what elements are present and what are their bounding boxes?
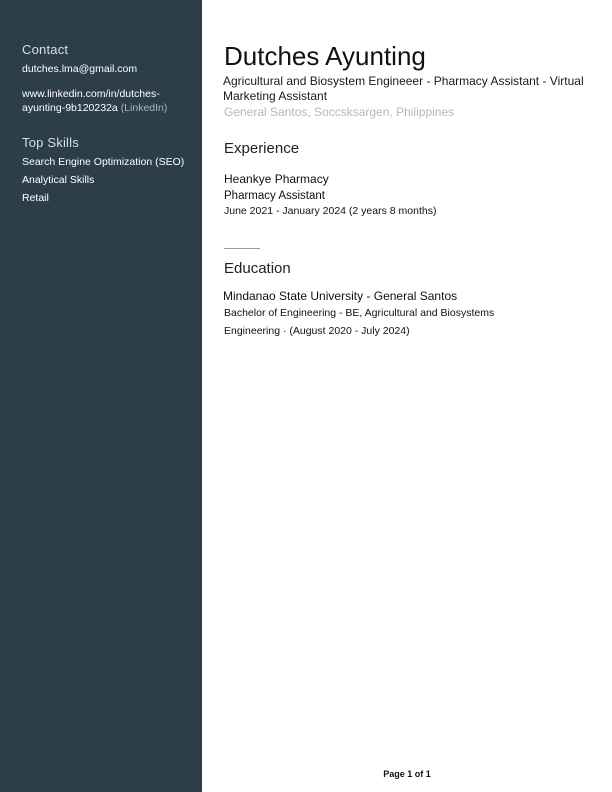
main-content [202, 0, 612, 792]
education-degree-line2: Engineering · (August 2020 - July 2024) [224, 325, 410, 337]
skill-item: Analytical Skills [22, 174, 95, 186]
email-link[interactable]: dutches.lma@gmail.com [22, 63, 138, 75]
profile-headline: Agricultural and Biosystem Engineeer - Pharmacy Assistant - Virtual Marketing Assistant [223, 74, 584, 103]
linkedin-url-line1: www.linkedin.com/in/dutches- [22, 88, 160, 100]
linkedin-link[interactable] [22, 88, 197, 115]
section-divider [224, 248, 260, 249]
page-total: 1 [425, 769, 431, 779]
sidebar [0, 0, 202, 792]
page-label-prefix: Page [383, 769, 408, 779]
profile-location: General Santos, Soccsksargen, Philippines [224, 105, 455, 119]
profile-name: Dutches Ayunting [224, 41, 426, 71]
experience-heading: Experience [224, 140, 300, 157]
skill-item: Search Engine Optimization (SEO) [22, 156, 185, 168]
linkedin-url-line2: ayunting-9b120232a [22, 101, 118, 114]
page-current: 1 [407, 769, 413, 779]
page-of: of [412, 769, 426, 779]
education-heading: Education [224, 260, 291, 277]
education-degree-line1: Bachelor of Engineering - BE, Agricultural and Biosystems [224, 307, 495, 319]
experience-dates: June 2021 - January 2024 (2 years 8 months) [224, 205, 437, 217]
linkedin-label: (LinkedIn) [120, 101, 168, 114]
contact-heading: Contact [22, 42, 69, 57]
experience-title: Pharmacy Assistant [224, 190, 325, 202]
top-skills-heading: Top Skills [22, 135, 79, 150]
experience-company: Heankye Pharmacy [224, 172, 329, 186]
education-school: Mindanao State University - General Santos [223, 289, 458, 303]
page-footer [202, 768, 612, 780]
skill-item: Retail [22, 192, 49, 204]
